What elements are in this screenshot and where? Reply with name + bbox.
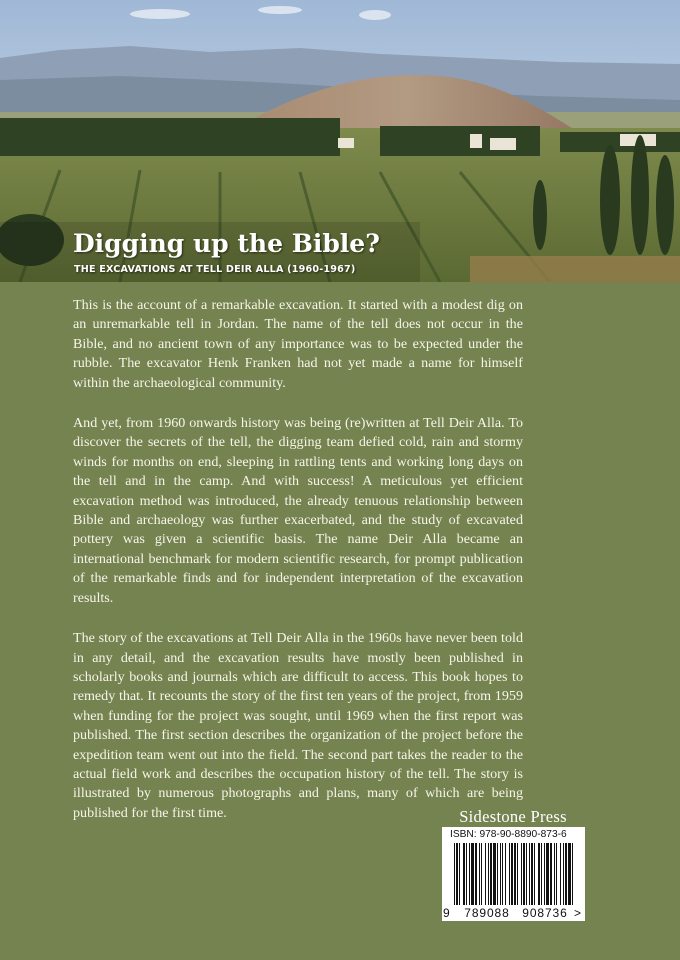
barcode-bar <box>485 843 486 905</box>
barcode-bar <box>469 843 470 905</box>
barcode-bar <box>560 843 561 905</box>
barcode-bar <box>523 843 525 905</box>
barcode-bar <box>556 843 557 905</box>
barcode-bar <box>497 843 498 905</box>
barcode-bar <box>526 843 527 905</box>
blurb-paragraph: The story of the excavations at Tell Deir Alla in the 1960s have never been told in any detail, and the excavation results have mostly been published in scholarly books and journals which are difficult to access. This book hopes to remedy that. It recounts the story of the first ten years of the project, from 1959 when funding for the project was sought, until 1969 when the first report was published. The first section describes the organization of the project before the expedition team went out into the field. The second part takes the reader to the actual field work and describes the occupation history of the tell. The story is illustrated by numerous photographs and plans, many of which are being published for the first time. <box>73 630 523 821</box>
barcode-bar <box>509 843 510 905</box>
barcode-bar <box>459 843 460 905</box>
isbn-label: ISBN: 978-90-8890-873-6 <box>450 829 567 840</box>
barcode-bar <box>493 843 496 905</box>
publisher-name: Sidestone Press <box>459 807 567 826</box>
barcode-bar <box>572 843 573 905</box>
barcode-bar <box>466 843 467 905</box>
barcode-bar <box>502 843 503 905</box>
barcode-bar <box>505 843 506 905</box>
barcode-bar <box>541 843 542 905</box>
barcode-bar <box>490 843 492 905</box>
barcode-bar <box>500 843 501 905</box>
barcode-bar <box>454 843 455 905</box>
barcode-bar <box>565 843 567 905</box>
barcode-bar <box>475 843 477 905</box>
barcode-bar <box>481 843 482 905</box>
blurb-paragraph: And yet, from 1960 onwards history was being (re)written at Tell Deir Alla. To discover the secrets of the tell, the digging team defied cold, rain and stormy winds for months on end, sleeping in rattling tents and working long days on the tell and in the camp. And with success! A meticulous yet efficient excavation method was introduced, the already tenuous relationship between Bible and archaeology was further exacerbated, and the study of excavated pottery was given a scientific basis. The name Deir Alla became an international benchmark for modern scientific research, for prompt publication of the remarkable finds and for independent interpretation of the excavation results. <box>73 415 523 606</box>
ean-quiet-zone-arrow: > <box>574 906 582 920</box>
barcode-bar <box>456 843 458 905</box>
barcode-bar <box>511 843 513 905</box>
ean-first-digit: 9 <box>443 906 450 920</box>
barcode-bar <box>463 843 465 905</box>
book-subtitle: THE EXCAVATIONS AT TELL DEIR ALLA (1960-1967) <box>74 264 356 275</box>
barcode-bar <box>479 843 480 905</box>
barcode-bar <box>488 843 489 905</box>
barcode-bar <box>531 843 533 905</box>
barcode-bar <box>534 843 535 905</box>
blurb-paragraph: This is the account of a remarkable excavation. It started with a modest dig on an unremarkable tell in Jordan. The name of the tell does not occur in the Bible, and no ancient town of any importance was to be expected under the rubble. The excavator Henk Franken had not yet made a name for himself within the archaeological community. <box>73 297 523 391</box>
barcode-bar <box>568 843 571 905</box>
ean-left-group: 789088 <box>464 906 510 920</box>
ean-right-group: 908736 <box>522 906 568 920</box>
barcode-bar <box>546 843 549 905</box>
barcode-bar <box>563 843 564 905</box>
barcode-bar <box>554 843 555 905</box>
back-cover-blurb <box>73 296 523 844</box>
barcode-bar <box>544 843 545 905</box>
barcode-bar <box>471 843 474 905</box>
ean-digits <box>442 906 585 920</box>
isbn-barcode <box>442 827 585 921</box>
barcode-bar <box>529 843 530 905</box>
barcode-bar <box>514 843 516 905</box>
barcode-bar <box>550 843 552 905</box>
barcode-bar <box>517 843 518 905</box>
barcode-bar <box>521 843 522 905</box>
book-title: Digging up the Bible? <box>73 229 380 258</box>
barcode-bar <box>538 843 540 905</box>
